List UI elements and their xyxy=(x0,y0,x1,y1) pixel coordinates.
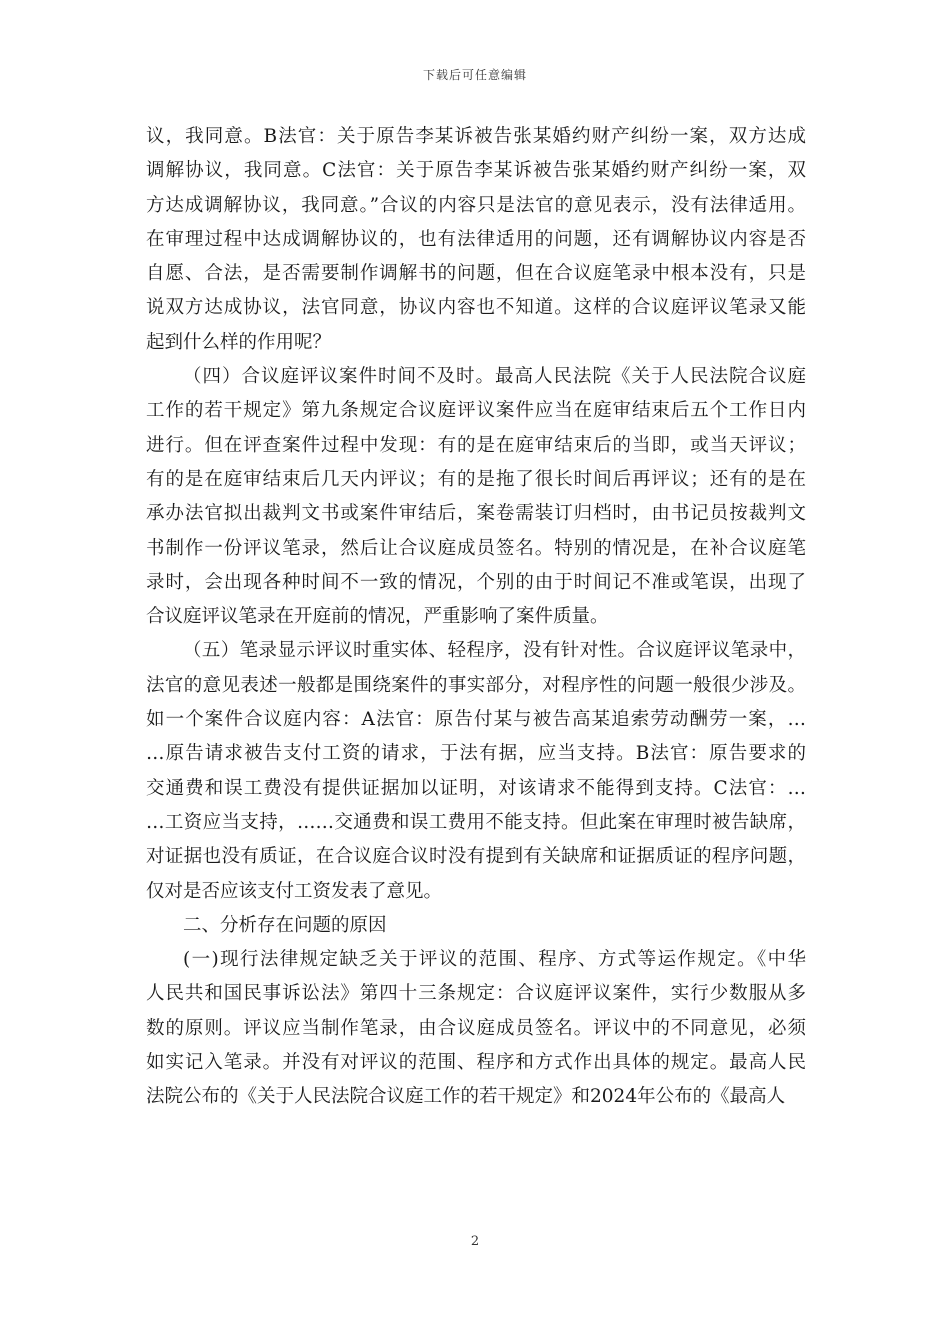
text-line: 承办法官拟出裁判文书或案件审结后，案卷需装订归档时，由书记员按裁判文 xyxy=(146,503,806,525)
text-line: 书制作一份评议笔录，然后让合议庭成员签名。特别的情况是，在补合议庭笔 xyxy=(146,537,806,559)
text-line: 有的是在庭审结束后几天内评议；有的是拖了很长时间后再评议；还有的是在 xyxy=(146,468,806,490)
text-line: （五）笔录显示评议时重实体、轻程序，没有针对性。合议庭评议笔录中， xyxy=(183,640,806,662)
text-line: 对证据也没有质证，在合议庭合议时没有提到有关缺席和证据质证的程序问题， xyxy=(146,846,806,868)
text-line: 在审理过程中达成调解协议的，也有法律适用的问题，还有调解协议内容是否 xyxy=(146,228,806,250)
text-line: 调解协议，我同意。C法官：关于原告李某诉被告张某婚约财产纠纷一案，双 xyxy=(146,160,806,182)
paragraph xyxy=(146,943,806,1114)
text-line: 自愿、合法，是否需要制作调解书的问题，但在合议庭笔录中根本没有，只是 xyxy=(146,263,806,285)
text-line: 议，我同意。B法官：关于原告李某诉被告张某婚约财产纠纷一案，双方达成 xyxy=(146,126,806,147)
text-line: 起到什么样的作用呢？ xyxy=(146,331,332,353)
text-line: 说双方达成协议，法官同意，协议内容也不知道。这样的合议庭评议笔录又能 xyxy=(146,297,806,319)
text-line: …原告请求被告支付工资的请求，于法有据，应当支持。B法官：原告要求的 xyxy=(146,743,806,765)
text-line: …工资应当支持，……交通费和误工费用不能支持。但此案在审理时被告缺席， xyxy=(146,811,806,833)
page-number: 2 xyxy=(470,1234,480,1249)
text-line: 二、分析存在问题的原因 xyxy=(183,914,387,936)
document-body xyxy=(146,120,806,1115)
paragraph xyxy=(146,634,806,908)
text-line: 工作的若干规定》第九条规定合议庭评议案件应当在庭审结束后五个工作日内 xyxy=(146,400,806,422)
text-line: 进行。但在评查案件过程中发现：有的是在庭审结束后的当即，或当天评议； xyxy=(146,434,806,456)
text-line: 如实记入笔录。并没有对评议的范围、程序和方式作出具体的规定。最高人民 xyxy=(146,1052,806,1074)
text-line: (一)现行法律规定缺乏关于评议的范围、程序、方式等运作规定。《中华 xyxy=(183,949,806,971)
text-line: 法官的意见表述一般都是围绕案件的事实部分，对程序性的问题一般很少涉及。 xyxy=(146,674,806,696)
text-line: 录时，会出现各种时间不一致的情况，个别的由于时间记不准或笔误，出现了 xyxy=(146,571,806,593)
text-line: 合议庭评议笔录在开庭前的情况，严重影响了案件质量。 xyxy=(146,606,609,628)
paragraph xyxy=(146,909,806,943)
page-header: 下载后可任意编辑 xyxy=(422,68,527,82)
text-line: 人民共和国民事诉讼法》第四十三条规定：合议庭评议案件，实行少数服从多 xyxy=(146,983,806,1005)
paragraph xyxy=(146,360,806,634)
text-line: 交通费和误工费没有提供证据加以证明，对该请求不能得到支持。C法官：… xyxy=(146,777,806,799)
text-line: 数的原则。评议应当制作笔录，由合议庭成员签名。评议中的不同意见，必须 xyxy=(146,1017,806,1039)
text-line: （四）合议庭评议案件时间不及时。最高人民法院《关于人民法院合议庭 xyxy=(183,366,806,388)
text-line: 如一个案件合议庭内容：A法官：原告付某与被告高某追索劳动酬劳一案，… xyxy=(146,709,806,731)
paragraph xyxy=(146,120,806,360)
text-line: 仅对是否应该支付工资发表了意见。 xyxy=(146,880,443,902)
text-line: 法院公布的《关于人民法院合议庭工作的若干规定》和2024年公布的《最高人 xyxy=(146,1086,786,1108)
text-line: 方达成调解协议，我同意。”合议的内容只是法官的意见表示，没有法律适用。 xyxy=(146,194,806,216)
